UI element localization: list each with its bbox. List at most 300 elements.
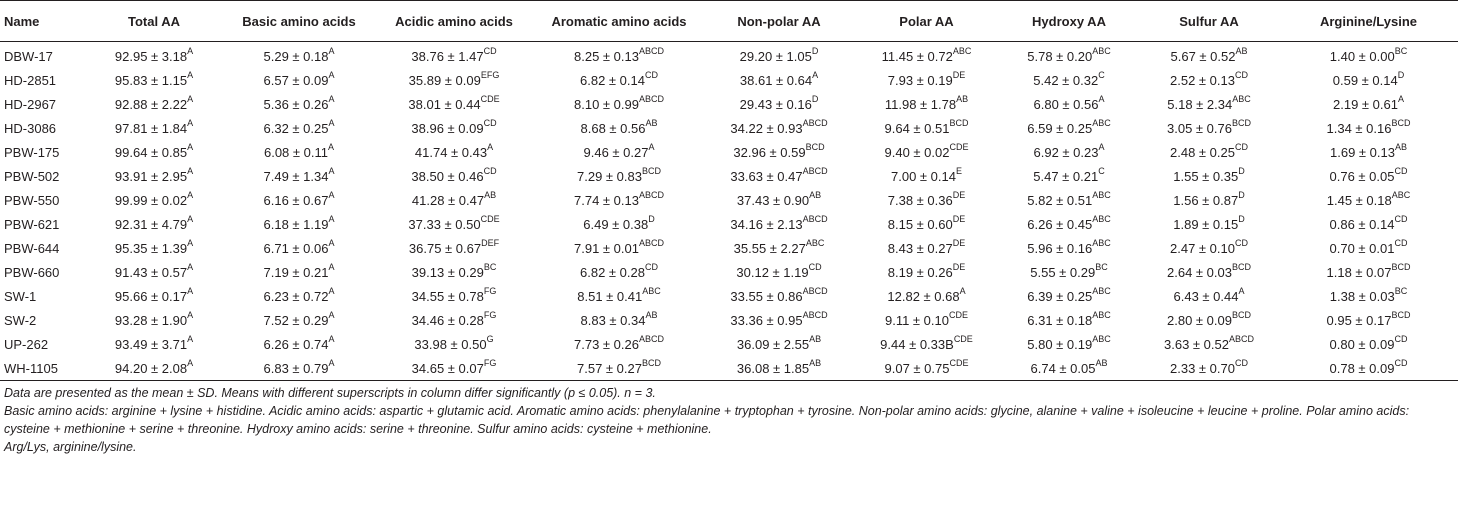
value-cell bbox=[1139, 68, 1279, 92]
mean-sd-value: 2.48 ± 0.25 bbox=[1170, 144, 1235, 160]
significance-superscript: ABCD bbox=[638, 334, 664, 345]
significance-superscript: D bbox=[1238, 166, 1245, 177]
table-row bbox=[0, 116, 1458, 140]
value-cell bbox=[84, 188, 224, 212]
mean-sd-value: 37.43 ± 0.90 bbox=[736, 192, 810, 208]
mean-sd-value: 33.63 ± 0.47 bbox=[730, 168, 803, 184]
value-cell bbox=[704, 42, 854, 69]
mean-sd-value: 38.76 ± 1.47 bbox=[411, 48, 484, 64]
table-row bbox=[0, 42, 1458, 69]
significance-superscript: D bbox=[648, 214, 655, 225]
significance-superscript: C bbox=[1098, 70, 1105, 81]
value-cell bbox=[854, 188, 999, 212]
mean-sd-value: 11.98 ± 1.78 bbox=[884, 96, 957, 112]
value-cell bbox=[1279, 284, 1458, 308]
mean-sd-value: 2.19 ± 0.61 bbox=[1333, 96, 1398, 112]
mean-sd-value: 6.74 ± 0.05 bbox=[1030, 360, 1096, 376]
value-cell bbox=[534, 188, 704, 212]
value-cell bbox=[534, 42, 704, 69]
value-cell bbox=[999, 260, 1139, 284]
table-row bbox=[0, 140, 1458, 164]
mean-sd-value: 2.80 ± 0.09 bbox=[1167, 312, 1232, 328]
significance-superscript: AB bbox=[809, 190, 822, 201]
significance-superscript: DEF bbox=[481, 238, 500, 249]
mean-sd-value: 1.45 ± 0.18 bbox=[1326, 192, 1392, 208]
significance-superscript: BCD bbox=[641, 358, 661, 369]
significance-superscript: ABC bbox=[1092, 46, 1111, 57]
sample-name-cell: PBW-502 bbox=[4, 168, 60, 184]
column-header: Total AA bbox=[84, 1, 224, 42]
value-cell bbox=[534, 92, 704, 116]
mean-sd-value: 3.05 ± 0.76 bbox=[1167, 120, 1232, 136]
table-row bbox=[0, 68, 1458, 92]
mean-sd-value: 7.49 ± 1.34 bbox=[263, 168, 329, 184]
mean-sd-value: 7.57 ± 0.27 bbox=[577, 360, 642, 376]
column-header: Aromatic amino acids bbox=[534, 1, 704, 42]
value-cell bbox=[1139, 140, 1279, 164]
sample-name-cell: SW-1 bbox=[4, 288, 37, 304]
value-cell bbox=[999, 212, 1139, 236]
significance-superscript: A bbox=[328, 310, 335, 321]
value-cell bbox=[1279, 332, 1458, 356]
mean-sd-value: 33.55 ± 0.86 bbox=[730, 288, 803, 304]
significance-superscript: CD bbox=[483, 118, 497, 129]
mean-sd-value: 2.64 ± 0.03 bbox=[1167, 264, 1232, 280]
value-cell bbox=[534, 308, 704, 332]
significance-superscript: CDE bbox=[953, 334, 973, 345]
value-cell bbox=[84, 92, 224, 116]
significance-superscript: ABC bbox=[1092, 286, 1111, 297]
significance-superscript: A bbox=[327, 142, 334, 153]
mean-sd-value: 97.81 ± 1.84 bbox=[114, 120, 188, 136]
significance-superscript: D bbox=[811, 94, 819, 105]
table-row bbox=[0, 236, 1458, 260]
significance-superscript: A bbox=[187, 166, 194, 177]
significance-superscript: CD bbox=[644, 262, 658, 273]
significance-superscript: A bbox=[487, 142, 494, 153]
mean-sd-value: 5.42 ± 0.32 bbox=[1033, 72, 1099, 88]
value-cell bbox=[224, 164, 374, 188]
sample-name-cell: PBW-550 bbox=[4, 192, 60, 208]
significance-superscript: D bbox=[1397, 70, 1405, 81]
value-cell bbox=[374, 42, 534, 69]
significance-superscript: AB bbox=[645, 118, 658, 129]
sample-name-cell: SW-2 bbox=[4, 312, 37, 328]
value-cell bbox=[224, 284, 374, 308]
mean-sd-value: 2.33 ± 0.70 bbox=[1170, 360, 1235, 376]
mean-sd-value: 6.16 ± 0.67 bbox=[263, 192, 329, 208]
value-cell bbox=[1139, 284, 1279, 308]
significance-superscript: AB bbox=[1095, 358, 1108, 369]
value-cell bbox=[1279, 92, 1458, 116]
significance-superscript: CD bbox=[644, 70, 658, 81]
mean-sd-value: 7.38 ± 0.36 bbox=[887, 192, 953, 208]
significance-superscript: A bbox=[187, 334, 194, 345]
value-cell bbox=[854, 140, 999, 164]
value-cell bbox=[374, 236, 534, 260]
significance-superscript: CDE bbox=[948, 310, 968, 321]
value-cell bbox=[534, 68, 704, 92]
table-row bbox=[0, 188, 1458, 212]
mean-sd-value: 93.28 ± 1.90 bbox=[114, 312, 188, 328]
mean-sd-value: 9.07 ± 0.75 bbox=[884, 360, 950, 376]
mean-sd-value: 0.70 ± 0.01 bbox=[1329, 240, 1395, 256]
sample-name-cell: PBW-621 bbox=[4, 216, 60, 232]
value-cell bbox=[1279, 260, 1458, 284]
mean-sd-value: 11.45 ± 0.72 bbox=[881, 48, 953, 64]
value-cell bbox=[854, 284, 999, 308]
significance-superscript: ABC bbox=[1391, 190, 1411, 201]
value-cell bbox=[854, 332, 999, 356]
mean-sd-value: 29.20 ± 1.05 bbox=[739, 48, 812, 64]
table-footnotes bbox=[4, 384, 1454, 456]
mean-sd-value: 92.31 ± 4.79 bbox=[114, 216, 188, 232]
sample-name-cell: HD-2851 bbox=[4, 72, 57, 88]
value-cell bbox=[374, 212, 534, 236]
mean-sd-value: 8.15 ± 0.60 bbox=[887, 216, 953, 232]
mean-sd-value: 35.89 ± 0.09 bbox=[408, 72, 481, 88]
significance-superscript: BCD bbox=[1391, 262, 1411, 273]
significance-superscript: DE bbox=[952, 70, 966, 81]
value-cell bbox=[999, 42, 1139, 69]
value-cell bbox=[704, 308, 854, 332]
significance-superscript: FG bbox=[483, 286, 497, 297]
table-row bbox=[0, 212, 1458, 236]
significance-superscript: AB bbox=[645, 310, 658, 321]
value-cell bbox=[534, 260, 704, 284]
value-cell bbox=[84, 164, 224, 188]
value-cell bbox=[1279, 164, 1458, 188]
value-cell bbox=[224, 212, 374, 236]
sample-name-cell: WH-1105 bbox=[0, 356, 84, 381]
mean-sd-value: 99.64 ± 0.85 bbox=[114, 144, 188, 160]
value-cell bbox=[999, 68, 1139, 92]
mean-sd-value: 7.29 ± 0.83 bbox=[577, 168, 642, 184]
value-cell bbox=[374, 356, 534, 381]
mean-sd-value: 5.78 ± 0.20 bbox=[1027, 48, 1093, 64]
value-cell bbox=[84, 284, 224, 308]
significance-superscript: ABCD bbox=[802, 214, 828, 225]
mean-sd-value: 8.43 ± 0.27 bbox=[887, 240, 953, 256]
mean-sd-value: 9.64 ± 0.51 bbox=[884, 120, 950, 136]
value-cell bbox=[704, 68, 854, 92]
value-cell bbox=[704, 116, 854, 140]
mean-sd-value: 7.00 ± 0.14 bbox=[891, 168, 956, 184]
significance-superscript: CD bbox=[483, 46, 497, 57]
significance-superscript: A bbox=[187, 118, 194, 129]
mean-sd-value: 34.46 ± 0.28 bbox=[411, 312, 484, 328]
mean-sd-value: 7.74 ± 0.13 bbox=[574, 192, 639, 208]
mean-sd-value: 1.18 ± 0.07 bbox=[1326, 264, 1392, 280]
significance-superscript: BCD bbox=[805, 142, 825, 153]
mean-sd-value: 33.36 ± 0.95 bbox=[730, 312, 803, 328]
significance-superscript: A bbox=[328, 262, 335, 273]
value-cell bbox=[224, 236, 374, 260]
mean-sd-value: 0.76 ± 0.05 bbox=[1329, 168, 1395, 184]
mean-sd-value: 0.95 ± 0.17 bbox=[1326, 312, 1392, 328]
significance-superscript: DE bbox=[952, 238, 966, 249]
significance-superscript: CD bbox=[1394, 166, 1408, 177]
mean-sd-value: 1.40 ± 0.00 bbox=[1329, 48, 1395, 64]
significance-superscript: ABC bbox=[1092, 238, 1111, 249]
value-cell bbox=[224, 68, 374, 92]
footnote-abbreviation: Arg/Lys, arginine/lysine. bbox=[4, 440, 137, 454]
mean-sd-value: 38.61 ± 0.64 bbox=[739, 72, 813, 88]
significance-superscript: CDE bbox=[480, 94, 500, 105]
mean-sd-value: 6.23 ± 0.72 bbox=[263, 288, 329, 304]
significance-superscript: G bbox=[486, 334, 494, 345]
mean-sd-value: 7.19 ± 0.21 bbox=[263, 264, 329, 280]
value-cell bbox=[374, 68, 534, 92]
mean-sd-value: 2.47 ± 0.10 bbox=[1170, 240, 1235, 256]
table-row bbox=[0, 284, 1458, 308]
significance-superscript: A bbox=[812, 70, 819, 81]
significance-superscript: BCD bbox=[1391, 118, 1411, 129]
value-cell bbox=[534, 212, 704, 236]
significance-superscript: ABCD bbox=[638, 190, 664, 201]
significance-superscript: A bbox=[187, 70, 194, 81]
mean-sd-value: 5.29 ± 0.18 bbox=[263, 48, 329, 64]
value-cell bbox=[854, 92, 999, 116]
table-row bbox=[0, 308, 1458, 332]
mean-sd-value: 6.43 ± 0.44 bbox=[1173, 288, 1239, 304]
significance-superscript: CD bbox=[483, 166, 497, 177]
mean-sd-value: 93.91 ± 2.95 bbox=[114, 168, 188, 184]
value-cell bbox=[224, 188, 374, 212]
mean-sd-value: 33.98 ± 0.50 bbox=[414, 336, 487, 352]
value-cell bbox=[704, 236, 854, 260]
significance-superscript: DE bbox=[952, 262, 966, 273]
sample-name-cell: PBW-644 bbox=[4, 240, 60, 256]
value-cell bbox=[374, 188, 534, 212]
significance-superscript: BC bbox=[483, 262, 497, 273]
significance-superscript: E bbox=[955, 166, 962, 177]
value-cell bbox=[1139, 236, 1279, 260]
value-cell bbox=[1279, 140, 1458, 164]
significance-superscript: AB bbox=[1394, 142, 1407, 153]
mean-sd-value: 95.66 ± 0.17 bbox=[114, 288, 188, 304]
mean-sd-value: 12.82 ± 0.68 bbox=[887, 288, 960, 304]
value-cell bbox=[999, 356, 1139, 381]
significance-superscript: FG bbox=[483, 310, 497, 321]
significance-superscript: CD bbox=[1234, 238, 1248, 249]
value-cell bbox=[704, 212, 854, 236]
significance-superscript: A bbox=[328, 46, 335, 57]
mean-sd-value: 8.10 ± 0.99 bbox=[574, 96, 639, 112]
significance-superscript: ABC bbox=[642, 286, 661, 297]
mean-sd-value: 7.91 ± 0.01 bbox=[574, 240, 639, 256]
significance-superscript: A bbox=[187, 286, 194, 297]
significance-superscript: CD bbox=[1234, 70, 1248, 81]
mean-sd-value: 9.44 ± 0.33B bbox=[880, 336, 954, 352]
value-cell bbox=[1139, 260, 1279, 284]
column-header: Basic amino acids bbox=[224, 1, 374, 42]
value-cell bbox=[84, 116, 224, 140]
value-cell bbox=[999, 308, 1139, 332]
value-cell bbox=[854, 212, 999, 236]
value-cell bbox=[534, 284, 704, 308]
mean-sd-value: 5.47 ± 0.21 bbox=[1033, 168, 1099, 184]
significance-superscript: BC bbox=[1394, 46, 1408, 57]
mean-sd-value: 6.39 ± 0.25 bbox=[1027, 288, 1093, 304]
mean-sd-value: 6.59 ± 0.25 bbox=[1027, 120, 1093, 136]
value-cell bbox=[1139, 92, 1279, 116]
significance-superscript: A bbox=[328, 70, 335, 81]
mean-sd-value: 5.67 ± 0.52 bbox=[1170, 48, 1236, 64]
value-cell bbox=[999, 284, 1139, 308]
value-cell bbox=[224, 332, 374, 356]
mean-sd-value: 39.13 ± 0.29 bbox=[411, 264, 484, 280]
mean-sd-value: 8.25 ± 0.13 bbox=[574, 48, 639, 64]
significance-superscript: D bbox=[811, 46, 819, 57]
mean-sd-value: 8.68 ± 0.56 bbox=[580, 120, 646, 136]
value-cell bbox=[1279, 308, 1458, 332]
mean-sd-value: 0.80 ± 0.09 bbox=[1329, 336, 1395, 352]
sample-name-cell: UP-262 bbox=[4, 336, 49, 352]
value-cell bbox=[999, 92, 1139, 116]
significance-superscript: CD bbox=[1394, 214, 1408, 225]
value-cell bbox=[1139, 212, 1279, 236]
mean-sd-value: 6.80 ± 0.56 bbox=[1033, 96, 1099, 112]
significance-superscript: A bbox=[187, 310, 194, 321]
mean-sd-value: 7.73 ± 0.26 bbox=[574, 336, 639, 352]
value-cell bbox=[854, 116, 999, 140]
mean-sd-value: 9.11 ± 0.10 bbox=[884, 312, 949, 328]
value-cell bbox=[534, 332, 704, 356]
mean-sd-value: 1.34 ± 0.16 bbox=[1326, 120, 1392, 136]
significance-superscript: A bbox=[328, 238, 335, 249]
significance-superscript: ABCD bbox=[802, 118, 828, 129]
mean-sd-value: 41.28 ± 0.47 bbox=[411, 192, 485, 208]
mean-sd-value: 5.82 ± 0.51 bbox=[1027, 192, 1093, 208]
mean-sd-value: 6.26 ± 0.45 bbox=[1027, 216, 1093, 232]
footnote-definitions: Basic amino acids: arginine + lysine + histidine. Acidic amino acids: aspartic + glutamic acid. Aromatic amino acids: phenylalanine + tryptophan + tyrosine. Non-polar amino acids: glycine, alanine + valine + isoleucine + leucine + proline. Polar amino acids: cysteine + methionine + serine + threonine. Hydroxy amino acids: serine + threonine. Sulfur amino acids: cysteine + methionine. bbox=[4, 404, 1410, 436]
significance-superscript: ABC bbox=[1092, 310, 1111, 321]
value-cell bbox=[84, 68, 224, 92]
significance-superscript: A bbox=[187, 94, 194, 105]
significance-superscript: A bbox=[328, 334, 335, 345]
mean-sd-value: 41.74 ± 0.43 bbox=[414, 144, 488, 160]
mean-sd-value: 94.20 ± 2.08 bbox=[114, 360, 188, 376]
value-cell bbox=[854, 236, 999, 260]
value-cell bbox=[374, 164, 534, 188]
value-cell bbox=[374, 116, 534, 140]
significance-superscript: BCD bbox=[641, 166, 661, 177]
mean-sd-value: 5.96 ± 0.16 bbox=[1027, 240, 1093, 256]
table-row bbox=[0, 356, 1458, 381]
significance-superscript: A bbox=[648, 142, 655, 153]
mean-sd-value: 6.57 ± 0.09 bbox=[263, 72, 329, 88]
significance-superscript: ABCD bbox=[802, 166, 828, 177]
value-cell bbox=[854, 308, 999, 332]
mean-sd-value: 99.99 ± 0.02 bbox=[114, 192, 188, 208]
significance-superscript: A bbox=[1098, 94, 1105, 105]
mean-sd-value: 6.82 ± 0.28 bbox=[580, 264, 645, 280]
value-cell bbox=[84, 356, 224, 381]
value-cell bbox=[534, 236, 704, 260]
mean-sd-value: 5.80 ± 0.19 bbox=[1027, 336, 1093, 352]
column-header: Hydroxy AA bbox=[999, 1, 1139, 42]
significance-superscript: AB bbox=[1235, 46, 1248, 57]
sample-name-cell: HD-2967 bbox=[4, 96, 57, 112]
value-cell bbox=[224, 140, 374, 164]
significance-superscript: A bbox=[187, 46, 194, 57]
mean-sd-value: 95.83 ± 1.15 bbox=[114, 72, 188, 88]
mean-sd-value: 3.63 ± 0.52 bbox=[1164, 336, 1229, 352]
value-cell bbox=[84, 236, 224, 260]
value-cell bbox=[1279, 42, 1458, 69]
column-header: Polar AA bbox=[854, 1, 999, 42]
table-row bbox=[0, 332, 1458, 356]
value-cell bbox=[374, 140, 534, 164]
mean-sd-value: 32.96 ± 0.59 bbox=[733, 144, 806, 160]
value-cell bbox=[534, 140, 704, 164]
significance-superscript: ABCD bbox=[638, 46, 664, 57]
significance-superscript: CDE bbox=[480, 214, 500, 225]
value-cell bbox=[1139, 42, 1279, 69]
significance-superscript: ABCD bbox=[802, 310, 828, 321]
mean-sd-value: 38.96 ± 0.09 bbox=[411, 120, 484, 136]
value-cell bbox=[224, 356, 374, 381]
column-header: Name bbox=[0, 1, 84, 42]
value-cell bbox=[1139, 188, 1279, 212]
significance-superscript: C bbox=[1098, 166, 1105, 177]
mean-sd-value: 91.43 ± 0.57 bbox=[114, 264, 188, 280]
value-cell bbox=[1139, 332, 1279, 356]
significance-superscript: A bbox=[959, 286, 966, 297]
significance-superscript: D bbox=[1238, 214, 1245, 225]
value-cell bbox=[84, 140, 224, 164]
value-cell bbox=[999, 164, 1139, 188]
sample-name-cell: DBW-17 bbox=[4, 48, 53, 64]
mean-sd-value: 30.12 ± 1.19 bbox=[736, 264, 809, 280]
significance-superscript: EFG bbox=[480, 70, 500, 81]
value-cell bbox=[84, 42, 224, 69]
mean-sd-value: 7.93 ± 0.19 bbox=[887, 72, 953, 88]
value-cell bbox=[854, 68, 999, 92]
table-row bbox=[0, 164, 1458, 188]
significance-superscript: FG bbox=[483, 358, 497, 369]
significance-superscript: ABC bbox=[952, 46, 972, 57]
value-cell bbox=[999, 332, 1139, 356]
significance-superscript: A bbox=[187, 358, 194, 369]
mean-sd-value: 6.26 ± 0.74 bbox=[263, 336, 329, 352]
mean-sd-value: 5.55 ± 0.29 bbox=[1030, 264, 1096, 280]
significance-superscript: BCD bbox=[1231, 310, 1251, 321]
column-header: Sulfur AA bbox=[1139, 1, 1279, 42]
significance-superscript: AB bbox=[809, 358, 822, 369]
value-cell bbox=[534, 164, 704, 188]
significance-superscript: ABCD bbox=[1228, 334, 1254, 345]
value-cell bbox=[704, 92, 854, 116]
significance-superscript: BC bbox=[1095, 262, 1108, 273]
mean-sd-value: 1.89 ± 0.15 bbox=[1173, 216, 1239, 232]
value-cell bbox=[84, 308, 224, 332]
value-cell bbox=[704, 140, 854, 164]
significance-superscript: A bbox=[328, 166, 335, 177]
value-cell bbox=[854, 164, 999, 188]
significance-superscript: CD bbox=[1234, 142, 1248, 153]
value-cell bbox=[224, 260, 374, 284]
sample-name-cell: PBW-660 bbox=[4, 264, 60, 280]
value-cell bbox=[704, 356, 854, 381]
mean-sd-value: 95.35 ± 1.39 bbox=[114, 240, 188, 256]
significance-superscript: CD bbox=[1394, 334, 1408, 345]
significance-superscript: CD bbox=[1234, 358, 1248, 369]
sample-name-cell: HD-3086 bbox=[4, 120, 57, 136]
significance-superscript: CD bbox=[1394, 238, 1408, 249]
mean-sd-value: 5.18 ± 2.34 bbox=[1167, 96, 1233, 112]
